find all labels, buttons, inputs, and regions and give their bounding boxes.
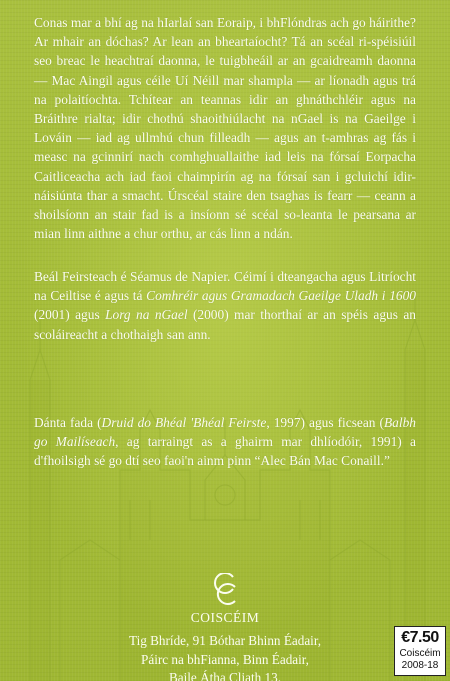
- author-works-paragraph: Dánta fada (Druid do Bhéal 'Bhéal Feirste, 1997) agus ficsean (Balbh go Mailíseach, ag tarraingt as a ghairm mar dhlíodóir, 1991) a d'fhoilsigh sé go dtí seo faoi'n ainm pinn “Alec Bán Mac Conaill.”: [34, 415, 416, 469]
- address-line: Páirc na bhFianna, Binn Éadair,: [141, 651, 309, 667]
- price-sticker: [394, 626, 446, 676]
- sticker-publisher: Coiscéim: [399, 648, 441, 659]
- publisher-name: COISCÉIM: [190, 610, 260, 625]
- publisher-address: [0, 632, 450, 681]
- book-title: Druid do Bhéal 'Bhéal Feirste: [101, 415, 267, 430]
- address-line: Tig Bhríde, 91 Bóthar Bhinn Éadair,: [128, 633, 322, 648]
- book-title: Lorg na nGael: [105, 307, 188, 323]
- address-line: Baile Átha Cliath 13.: [168, 670, 282, 681]
- blurb-paragraph: Conas mar a bhí ag na hIarlaí san Eoraip, i bhFlóndras ach go háirithe? Ar mhair an dóchas? Ar lean an bheartaíocht? Tá an scéal ri-spéisiúil seo breac le heachtraí daonna, le tuigbheáil ar an gcaidreamh daonna — Mac Aingil agus céile Uí Néill mar shampla — ar líonadh agus trá na polaitíochta. Tchítear an teannas idir an ghnáthchléir agus na Bráithre rialta; idir chothú shaoithiúlacht na nGael is na Gaeilge i Lováin — iad ag ullmhú chun filleadh — agus an t-amhras ag fás i measc na gcinnirí nach comhghuallaithe iad leis na fórsaí Eorpacha Caitliceacha ach iad faoi chaimpirín ag na fórsaí san i gcluichí idir-náisiúnta thar a smacht. Úrscéal staire den tsaghas is fearr — ceann a shoilsíonn an stair fad is a insíonn sé scéal so-leanta le pearsana ar mian linn aithne a chur orthu, ar cás linn a ndán.: [34, 15, 416, 242]
- book-title: Balbh go Mailíseach: [34, 415, 416, 450]
- coisceim-cc-logo-icon: [211, 573, 241, 607]
- author-bio-paragraph: Beál Feirsteach é Séamus de Napier. Céimí i dteangacha agus Litríocht na Ceiltise é agus tá Comhréir agus Gramadach Gaeilge Uladh i 1600 (2001) agus Lorg na nGael (2000) mar thorthaí ar an spéis agus an scoláireacht a chothaigh san ann.: [34, 269, 416, 342]
- book-title: Comhréir agus Gramadach Gaeilge Uladh i 1600: [146, 288, 416, 304]
- price-label: €7.50: [401, 629, 439, 646]
- sticker-code: 2008-18: [401, 660, 439, 671]
